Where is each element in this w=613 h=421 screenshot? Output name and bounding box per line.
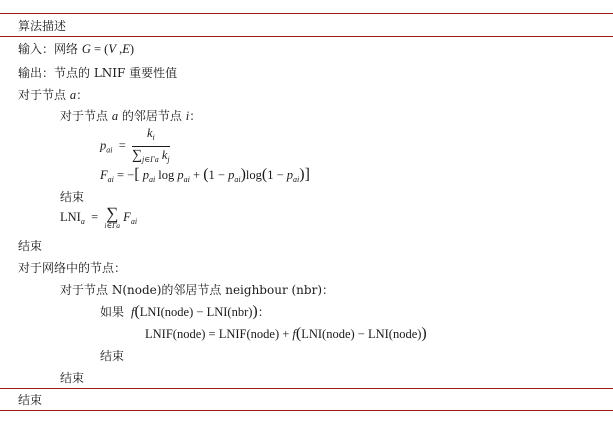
header-rule <box>0 36 613 37</box>
formula-lni: $LNI_a$ = ∑ i∈Γa $F_{ai}$ <box>60 204 138 230</box>
sum-operator: ∑ i∈Γa <box>104 204 121 230</box>
node-i: i <box>185 109 190 123</box>
for-neighbor-line <box>60 108 201 124</box>
bottom-rule-2 <box>0 410 613 411</box>
update-formula: LNIF(node) = LNIF(node) + f(LNI(node) − LNI(node)) <box>145 325 427 342</box>
fraction: $\frac{k_i}{\sum_{j\in\Gamma a} k_j}$ <box>132 126 170 164</box>
for-nbr-line: 对于节点 N(node)的邻居节点 neighbour (nbr)： <box>60 283 335 297</box>
end-outer-loop: 结束 <box>18 239 43 253</box>
output-line: 输出：节点的 LNIF 重要性值 <box>18 66 178 80</box>
end-inner-loop: 结束 <box>60 190 85 204</box>
node-a: a <box>69 88 77 102</box>
end-for-nbr: 结束 <box>60 371 85 385</box>
end-if: 结束 <box>100 349 125 363</box>
if-condition: f(LNI(node) − LNI(nbr)) <box>130 303 258 320</box>
bottom-rule-1 <box>0 388 613 389</box>
for-node-line <box>18 87 88 103</box>
colon: ： <box>76 88 89 102</box>
for-network-line: 对于网络中的节点： <box>18 261 127 275</box>
top-rule <box>0 13 613 14</box>
input-line <box>18 41 134 57</box>
end-all: 结束 <box>18 393 43 407</box>
network-formula: G = (V ,E) <box>81 42 135 56</box>
if-label: 如果 <box>100 305 125 319</box>
table-title: 算法描述 <box>18 19 67 33</box>
formula-p-ai: $p_{ai}$ = $\frac{k_i}{\sum_{j\in\Gamma a} k_j}$ <box>100 126 170 167</box>
colon: ： <box>189 109 202 123</box>
formula-f-ai: $F_{ai}$ = −[ $p_{ai}$ $\log p_{ai} + (1 - p_{ai})\log(1 - p_{ai})$] <box>100 166 310 184</box>
neighbor-of-label: 的邻居节点 <box>121 109 182 123</box>
node-a-ref: a <box>111 109 119 123</box>
for-node-label: 对于节点 <box>18 88 67 102</box>
input-label: 输入：网络 <box>18 42 79 56</box>
if-line: 如果 f(LNI(node) − LNI(nbr))： <box>100 303 270 320</box>
for-neighbor-label: 对于节点 <box>60 109 109 123</box>
